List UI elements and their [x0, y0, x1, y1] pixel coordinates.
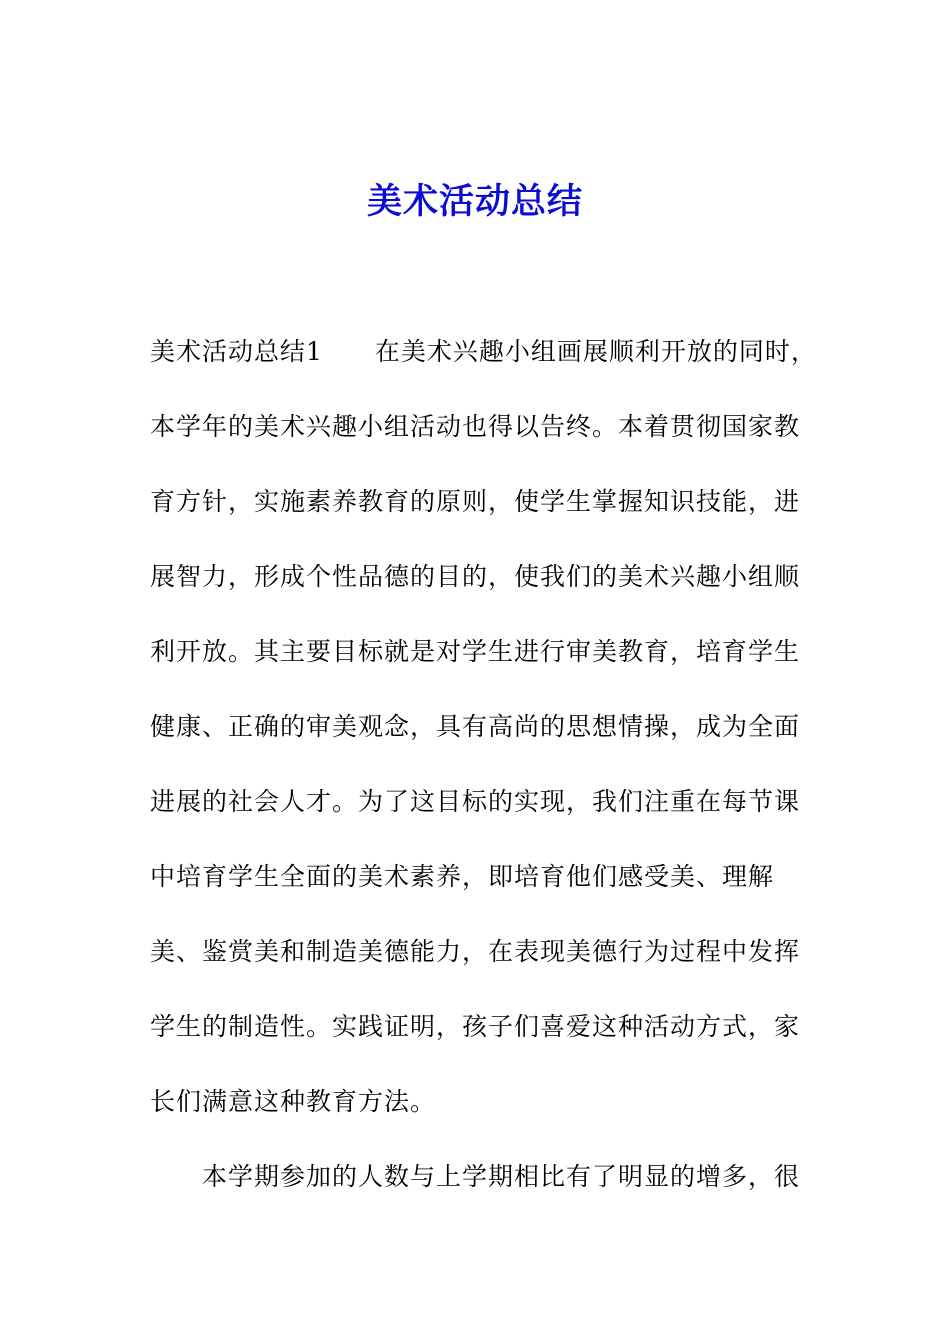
text-line-4: 展智力，形成个性品德的目的，使我们的美术兴趣小组顺: [150, 562, 801, 591]
text-line-1: [150, 326, 817, 401]
text-line-6: 健康、正确的审美观念，具有高尚的思想情操，成为全面: [150, 712, 801, 741]
text-line-11: 长们满意这种教育方法。: [150, 1087, 437, 1116]
text-line-7: 进展的社会人才。为了这目标的实现，我们注重在每节课: [150, 787, 801, 816]
section-heading: 美术活动总结1: [150, 337, 323, 366]
paragraph-2-line-1: 本学期参加的人数与上学期相比有了明显的增多，很: [202, 1162, 801, 1191]
text-line-9: 美、鉴赏美和制造美德能力，在表现美德行为过程中发挥: [150, 937, 801, 966]
text-line-2: 本学年的美术兴趣小组活动也得以告终。本着贯彻国家教: [150, 412, 801, 441]
text-line-8: 中培育学生全面的美术素养，即培育他们感受美、理解: [150, 862, 775, 891]
paragraph-1-start: 在美术兴趣小组画展顺利开放的同时，: [374, 337, 817, 366]
document-body: [150, 326, 817, 1226]
text-line-10: 学生的制造性。实践证明，孩子们喜爱这种活动方式，家: [150, 1012, 801, 1041]
text-line-5: 利开放。其主要目标就是对学生进行审美教育，培育学生: [150, 637, 801, 666]
document-title: 美术活动总结: [366, 182, 583, 222]
text-line-3: 育方针，实施素养教育的原则，使学生掌握知识技能，进: [150, 487, 801, 516]
